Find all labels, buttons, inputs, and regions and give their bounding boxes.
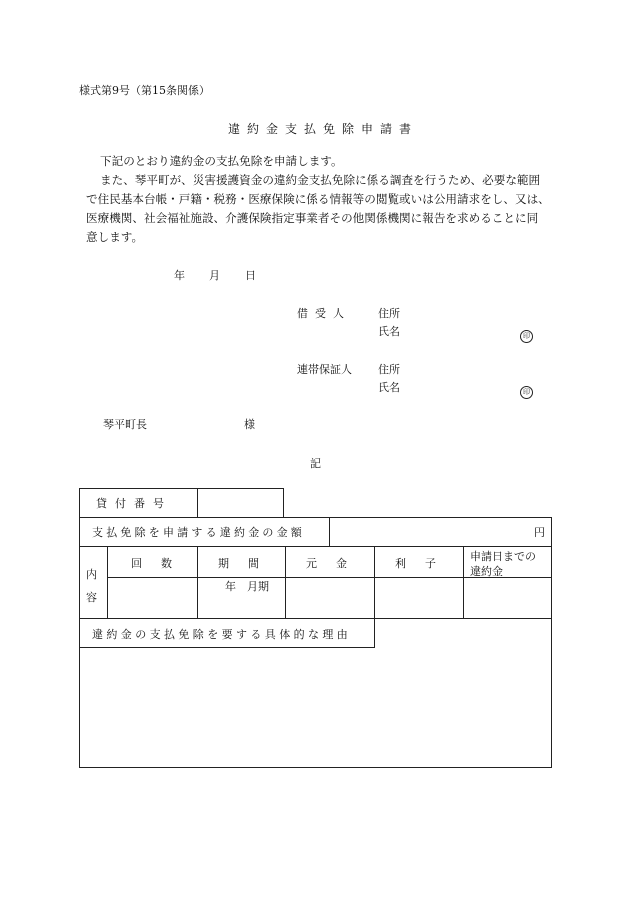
amount-field[interactable] [330,518,530,545]
date-month: 月 [209,269,220,282]
date-day: 日 [245,269,256,282]
borrower-label: 借受人 [297,307,351,320]
period-value: 年 月期 [225,580,269,593]
header-count: 回数 [131,557,191,570]
loan-number-field[interactable] [198,489,282,516]
interest-field[interactable] [375,578,462,617]
yen-unit: 円 [534,526,545,539]
addressee: 琴平町長 [103,418,147,431]
amount-label: 支払免除を申請する違約金の金額 [92,526,305,539]
header-penalty-line-1: 申請日までの [470,550,536,563]
guarantor-name-label: 氏名 [378,381,400,394]
ki-label: 記 [310,457,321,470]
form-title: 違約金支払免除申請書 [228,122,419,136]
consent-line-2: で住民基本台帳・戸籍・税務・医療保険に係る情報等の閲覧或いは公用請求をし、又は、 [86,192,550,206]
consent-line-4: 意します。 [86,230,144,244]
consent-line-1: また、琴平町が、災害援護資金の違約金支払免除に係る調査を行うため、必要な範囲 [100,173,541,187]
header-penalty-line-2: 違約金 [470,565,503,578]
consent-line-3: 医療機関、社会福祉施設、介護保険指定事業者その他関係機関に報告を求めることに同 [86,211,539,225]
borrower-name-label: 氏名 [378,325,400,338]
naiyo-label-1: 内 [86,568,97,581]
reason-field[interactable] [80,648,550,766]
intro-text: 下記のとおり違約金の支払免除を申請します。 [100,154,343,168]
guarantor-label: 連帯保証人 [297,363,352,376]
header-period: 期間 [218,557,278,570]
loan-number-label: 貸付番号 [96,497,172,510]
naiyo-label-2: 容 [86,591,97,604]
form-number: 様式第9号（第15条関係） [79,84,210,97]
header-principal: 元金 [306,557,366,570]
guarantor-seal-icon: 印 [520,379,533,399]
date-year: 年 [174,269,185,282]
borrower-address-label: 住所 [378,307,400,320]
principal-field[interactable] [286,578,373,617]
borrower-seal-icon: 印 [520,323,533,343]
guarantor-address-label: 住所 [378,363,400,376]
reason-label: 違約金の支払免除を要する具体的な理由 [92,628,352,641]
penalty-field[interactable] [464,578,550,617]
count-field[interactable] [108,578,196,617]
header-interest: 利子 [395,557,455,570]
honorific: 様 [244,418,255,431]
